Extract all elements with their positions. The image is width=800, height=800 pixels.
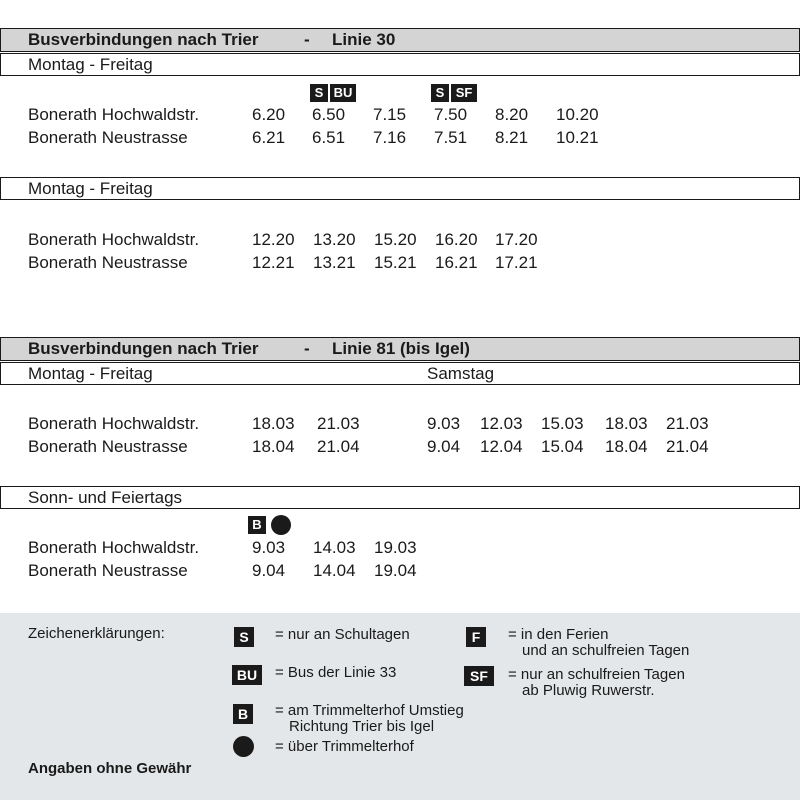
day-label: Montag - Freitag	[28, 55, 153, 74]
legend-sf-text: = nur an schulfreien Tagen	[508, 666, 685, 683]
circle-dot-icon	[233, 736, 254, 757]
badge-bu: BU	[330, 84, 356, 102]
time-cell: 9.04	[427, 437, 461, 456]
time-cell: 6.21	[252, 128, 286, 147]
legend-b-text: = am Trimmelterhof Umstieg	[275, 702, 464, 719]
time-cell: 15.03	[541, 414, 584, 433]
stop-name: Bonerath Neustrasse	[28, 253, 188, 272]
time-cell: 14.03	[313, 538, 356, 557]
header-line: Linie 81 (bis Igel)	[332, 339, 470, 358]
legend-panel	[0, 613, 800, 800]
time-cell: 21.03	[317, 414, 360, 433]
badge-sf: SF	[464, 666, 494, 686]
time-cell: 6.51	[312, 128, 346, 147]
circle-dot-icon	[271, 515, 291, 535]
time-cell: 13.21	[313, 253, 356, 272]
legend-s-text: = nur an Schultagen	[275, 626, 410, 643]
header-separator: -	[304, 339, 310, 358]
time-cell: 15.20	[374, 230, 417, 249]
header-line: Linie 30	[332, 30, 396, 49]
day-label: Sonn- und Feiertags	[28, 488, 183, 507]
time-cell: 18.04	[252, 437, 295, 456]
linie-81-header	[0, 337, 800, 361]
time-cell: 9.03	[252, 538, 286, 557]
time-cell: 16.20	[435, 230, 478, 249]
day-bar-sunday	[0, 486, 800, 509]
header-title: Busverbindungen nach Trier	[28, 30, 259, 49]
time-cell: 12.04	[480, 437, 523, 456]
legend-sf-text-2: ab Pluwig Ruwerstr.	[522, 682, 655, 699]
time-cell: 6.50	[312, 105, 346, 124]
time-cell: 19.03	[374, 538, 417, 557]
day-bar-mofr-sat	[0, 362, 800, 385]
stop-name: Bonerath Neustrasse	[28, 561, 188, 580]
day-bar-mofr-1	[0, 53, 800, 76]
time-cell: 10.20	[556, 105, 599, 124]
time-cell: 7.15	[373, 105, 407, 124]
disclaimer: Angaben ohne Gewähr	[28, 760, 192, 777]
day-bar-mofr-2	[0, 177, 800, 200]
time-cell: 16.21	[435, 253, 478, 272]
badge-b: B	[233, 704, 253, 724]
badge-bu: BU	[232, 665, 262, 685]
legend-f-text-2: und an schulfreien Tagen	[522, 642, 690, 659]
linie-30-header	[0, 28, 800, 52]
legend-title: Zeichenerklärungen:	[28, 625, 165, 642]
legend-dot-text: = über Trimmelterhof	[275, 738, 414, 755]
time-cell: 8.21	[495, 128, 529, 147]
stop-name: Bonerath Neustrasse	[28, 128, 188, 147]
day-label: Montag - Freitag	[28, 179, 153, 198]
time-cell: 7.50	[434, 105, 468, 124]
header-title: Busverbindungen nach Trier	[28, 339, 259, 358]
time-cell: 12.21	[252, 253, 295, 272]
stop-name: Bonerath Hochwaldstr.	[28, 414, 200, 433]
badge-s: S	[310, 84, 328, 102]
time-cell: 8.20	[495, 105, 529, 124]
time-cell: 15.21	[374, 253, 417, 272]
legend-bu-text: = Bus der Linie 33	[275, 664, 397, 681]
badge-sf: SF	[451, 84, 477, 102]
time-cell: 6.20	[252, 105, 286, 124]
stop-name: Bonerath Hochwaldstr.	[28, 105, 200, 124]
time-cell: 12.03	[480, 414, 523, 433]
time-cell: 19.04	[374, 561, 417, 580]
badge-f: F	[466, 627, 486, 647]
stop-name: Bonerath Hochwaldstr.	[28, 538, 200, 557]
time-cell: 14.04	[313, 561, 356, 580]
time-cell: 10.21	[556, 128, 599, 147]
time-cell: 17.21	[495, 253, 538, 272]
time-cell: 12.20	[252, 230, 295, 249]
time-cell: 13.20	[313, 230, 356, 249]
stop-name: Bonerath Neustrasse	[28, 437, 188, 456]
time-cell: 9.03	[427, 414, 461, 433]
badge-s: S	[431, 84, 449, 102]
time-cell: 21.04	[666, 437, 709, 456]
time-cell: 7.51	[434, 128, 468, 147]
time-cell: 7.16	[373, 128, 407, 147]
header-separator: -	[304, 30, 310, 49]
time-cell: 17.20	[495, 230, 538, 249]
badge-s: S	[234, 627, 254, 647]
time-cell: 15.04	[541, 437, 584, 456]
time-cell: 18.03	[252, 414, 295, 433]
legend-b-text-2: Richtung Trier bis Igel	[289, 718, 435, 735]
legend-f-text: = in den Ferien	[508, 626, 609, 643]
time-cell: 21.04	[317, 437, 360, 456]
time-cell: 18.03	[605, 414, 648, 433]
badge-b: B	[248, 516, 266, 534]
day-label-saturday: Samstag	[427, 364, 495, 383]
time-cell: 18.04	[605, 437, 648, 456]
stop-name: Bonerath Hochwaldstr.	[28, 230, 200, 249]
time-cell: 21.03	[666, 414, 709, 433]
time-cell: 9.04	[252, 561, 286, 580]
day-label: Montag - Freitag	[28, 364, 153, 383]
